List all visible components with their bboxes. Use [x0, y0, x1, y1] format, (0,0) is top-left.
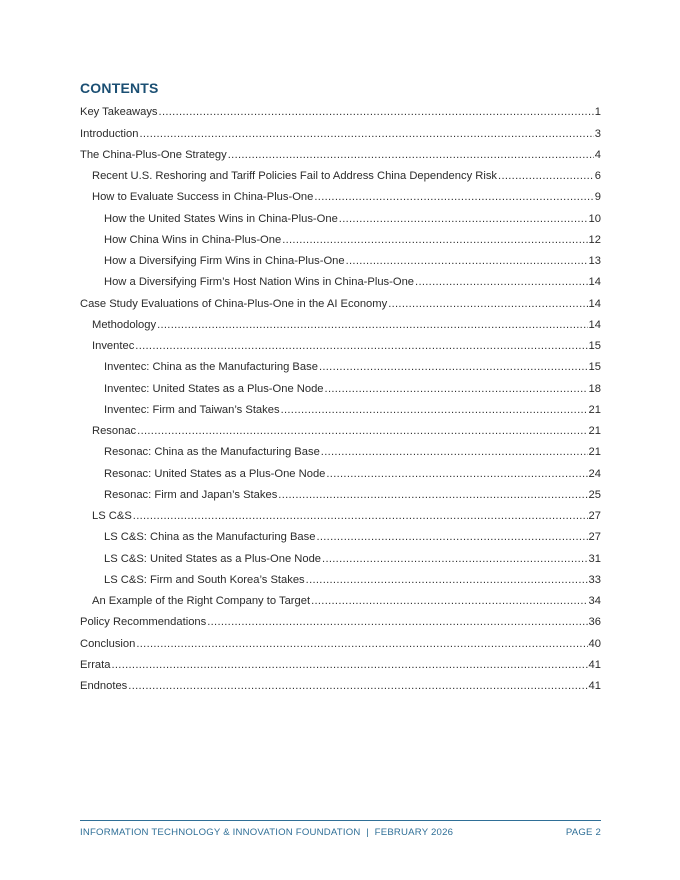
- toc-leader-dots: [316, 530, 587, 544]
- toc-entry-page[interactable]: 14: [588, 276, 601, 289]
- toc-entry-title[interactable]: LS C&S: China as the Manufacturing Base: [104, 531, 316, 544]
- toc-entry[interactable]: [80, 502, 601, 523]
- toc-entry-title[interactable]: How a Diversifying Firm’s Host Nation Wins in China-Plus-One: [104, 276, 415, 289]
- toc-entry-title[interactable]: Policy Recommendations: [80, 616, 207, 629]
- table-of-contents: [80, 98, 601, 693]
- toc-entry-page[interactable]: 25: [588, 488, 601, 501]
- toc-entry-page[interactable]: 33: [588, 573, 601, 586]
- toc-entry[interactable]: [80, 459, 601, 480]
- toc-leader-dots: [314, 190, 593, 204]
- toc-entry[interactable]: [80, 566, 601, 587]
- footer-page-number: PAGE 2: [565, 827, 601, 838]
- toc-entry-page[interactable]: 6: [594, 170, 601, 182]
- toc-entry[interactable]: [80, 247, 601, 268]
- toc-entry-title[interactable]: Resonac: United States as a Plus-One Node: [104, 467, 326, 480]
- toc-entry-title[interactable]: Resonac: Firm and Japan’s Stakes: [104, 488, 278, 501]
- toc-entry[interactable]: [80, 672, 601, 693]
- toc-entry[interactable]: [80, 162, 601, 183]
- toc-entry-title[interactable]: Endnotes: [80, 680, 128, 692]
- toc-leader-dots: [135, 339, 587, 353]
- toc-leader-dots: [498, 169, 594, 183]
- toc-entry[interactable]: [80, 396, 601, 417]
- toc-leader-dots: [111, 658, 587, 672]
- toc-leader-dots: [339, 212, 588, 226]
- toc-entry[interactable]: [80, 268, 601, 289]
- toc-entry-page[interactable]: 14: [588, 297, 601, 310]
- toc-entry-title[interactable]: Inventec: China as the Manufacturing Base: [104, 361, 318, 374]
- toc-entry[interactable]: [80, 651, 601, 672]
- toc-entry-title[interactable]: How the United States Wins in China-Plus-One: [104, 212, 338, 225]
- toc-leader-dots: [159, 105, 594, 119]
- toc-entry-page[interactable]: 9: [594, 191, 601, 204]
- toc-leader-dots: [388, 297, 587, 311]
- toc-leader-dots: [282, 233, 587, 247]
- toc-entry-page[interactable]: 10: [588, 212, 601, 225]
- toc-entry[interactable]: [80, 98, 601, 119]
- toc-entry-page[interactable]: 41: [588, 680, 601, 692]
- page-footer: [80, 827, 601, 838]
- toc-entry-page[interactable]: 18: [588, 382, 601, 395]
- toc-entry-page[interactable]: 21: [588, 446, 601, 459]
- toc-entry[interactable]: [80, 183, 601, 204]
- toc-entry-page[interactable]: 1: [594, 106, 601, 119]
- toc-leader-dots: [321, 445, 588, 459]
- toc-entry-page[interactable]: 14: [588, 318, 601, 331]
- toc-entry-title[interactable]: Case Study Evaluations of China-Plus-One in the AI Economy: [80, 297, 388, 310]
- toc-leader-dots: [319, 360, 588, 374]
- toc-entry-title[interactable]: How to Evaluate Success in China-Plus-One: [92, 191, 314, 204]
- toc-entry-title[interactable]: Introduction: [80, 127, 139, 140]
- toc-entry-title[interactable]: Key Takeaways: [80, 106, 158, 119]
- toc-entry[interactable]: [80, 119, 601, 140]
- toc-leader-dots: [281, 403, 588, 417]
- toc-entry[interactable]: [80, 587, 601, 608]
- footer-organization-date: INFORMATION TECHNOLOGY & INNOVATION FOUNDATION | FEBRUARY 2026: [80, 827, 454, 838]
- toc-entry[interactable]: [80, 374, 601, 395]
- toc-entry[interactable]: [80, 608, 601, 629]
- toc-leader-dots: [278, 488, 587, 502]
- footer-divider: [80, 820, 601, 821]
- toc-entry-page[interactable]: 34: [588, 595, 601, 607]
- toc-leader-dots: [326, 467, 587, 481]
- toc-leader-dots: [322, 552, 588, 566]
- toc-entry-page[interactable]: 13: [588, 255, 601, 267]
- toc-entry-title[interactable]: Conclusion: [80, 637, 136, 650]
- toc-entry-title[interactable]: Inventec: [92, 340, 135, 352]
- toc-entry[interactable]: [80, 523, 601, 544]
- toc-entry[interactable]: [80, 629, 601, 650]
- toc-entry-page[interactable]: 27: [588, 510, 601, 522]
- toc-entry-title[interactable]: The China-Plus-One Strategy: [80, 148, 227, 161]
- toc-entry-page[interactable]: 24: [588, 467, 601, 480]
- toc-leader-dots: [157, 318, 587, 332]
- toc-entry-page[interactable]: 4: [594, 148, 601, 161]
- toc-entry-page[interactable]: 21: [588, 425, 601, 437]
- toc-entry-page[interactable]: 40: [588, 637, 601, 650]
- toc-leader-dots: [228, 148, 594, 162]
- toc-entry-title[interactable]: How China Wins in China-Plus-One: [104, 233, 282, 246]
- toc-leader-dots: [136, 637, 587, 651]
- toc-entry-title[interactable]: LS C&S: [92, 510, 132, 522]
- toc-entry-title[interactable]: Resonac: [92, 425, 137, 437]
- toc-entry-page[interactable]: 41: [588, 658, 601, 671]
- toc-leader-dots: [306, 573, 588, 587]
- toc-entry[interactable]: [80, 353, 601, 374]
- toc-entry[interactable]: [80, 311, 601, 332]
- toc-entry-title[interactable]: Resonac: China as the Manufacturing Base: [104, 446, 320, 459]
- toc-entry-title[interactable]: Methodology: [92, 318, 157, 331]
- toc-entry[interactable]: [80, 481, 601, 502]
- toc-entry-title[interactable]: Inventec: United States as a Plus-One Node: [104, 382, 324, 395]
- toc-leader-dots: [415, 275, 588, 289]
- toc-entry[interactable]: [80, 289, 601, 310]
- toc-leader-dots: [139, 127, 593, 141]
- toc-entry-page[interactable]: 3: [594, 127, 601, 140]
- toc-leader-dots: [346, 254, 588, 268]
- toc-entry-page[interactable]: 31: [588, 552, 601, 565]
- toc-leader-dots: [325, 382, 588, 396]
- toc-entry[interactable]: [80, 544, 601, 565]
- toc-entry-title[interactable]: LS C&S: United States as a Plus-One Node: [104, 552, 322, 565]
- toc-entry-title[interactable]: Errata: [80, 658, 111, 671]
- toc-entry-page[interactable]: 15: [588, 361, 601, 374]
- toc-entry-title[interactable]: Inventec: Firm and Taiwan’s Stakes: [104, 403, 280, 416]
- toc-leader-dots: [133, 509, 588, 523]
- toc-leader-dots: [128, 679, 587, 693]
- toc-entry[interactable]: [80, 332, 601, 353]
- toc-leader-dots: [137, 424, 587, 438]
- toc-entry-page[interactable]: 12: [588, 233, 601, 246]
- toc-entry-page[interactable]: 21: [588, 403, 601, 416]
- toc-entry-page[interactable]: 27: [588, 531, 601, 544]
- toc-leader-dots: [311, 594, 587, 608]
- toc-entry-page[interactable]: 15: [588, 340, 601, 352]
- toc-entry-title[interactable]: LS C&S: Firm and South Korea’s Stakes: [104, 573, 305, 586]
- toc-entry-title[interactable]: Recent U.S. Reshoring and Tariff Policies Fail to Address China Dependency Risk: [92, 170, 498, 182]
- toc-entry[interactable]: [80, 226, 601, 247]
- toc-leader-dots: [207, 615, 587, 629]
- page-title: CONTENTS: [80, 80, 159, 96]
- toc-entry[interactable]: [80, 438, 601, 459]
- toc-entry[interactable]: [80, 141, 601, 162]
- toc-entry[interactable]: [80, 204, 601, 225]
- toc-entry[interactable]: [80, 417, 601, 438]
- toc-entry-page[interactable]: 36: [588, 616, 601, 629]
- toc-entry-title[interactable]: An Example of the Right Company to Target: [92, 595, 311, 607]
- toc-entry-title[interactable]: How a Diversifying Firm Wins in China-Plus-One: [104, 255, 345, 267]
